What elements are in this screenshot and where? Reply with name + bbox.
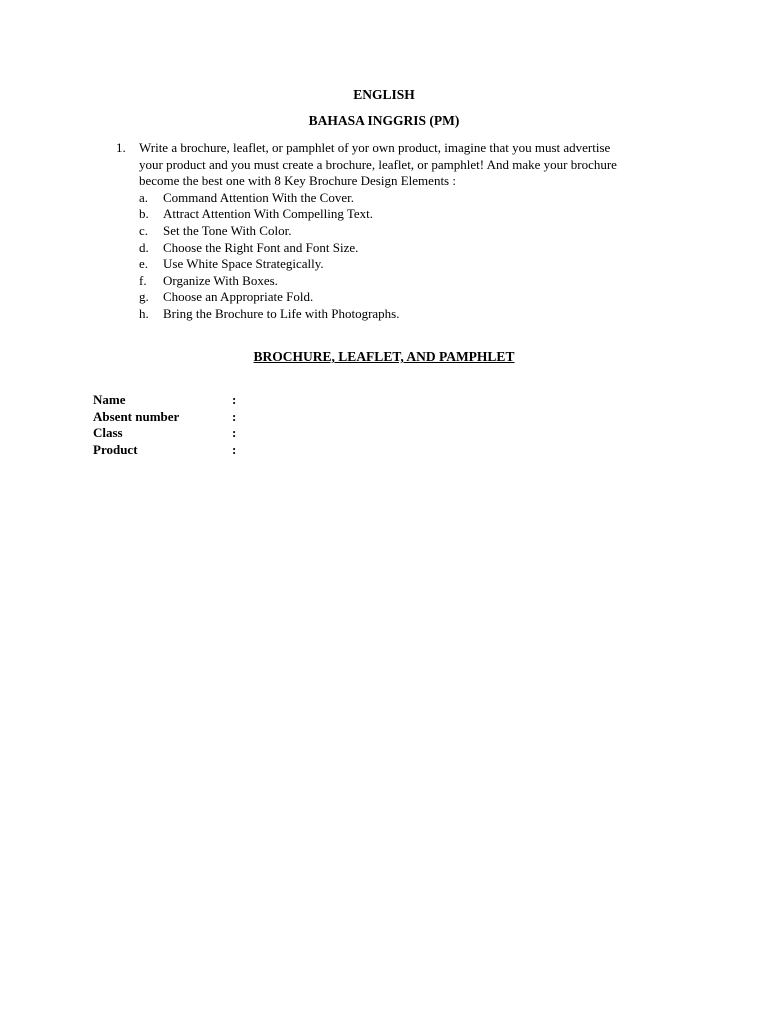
- design-elements-list: [139, 190, 676, 323]
- form-row-absent-number: [93, 409, 242, 426]
- list-item: [139, 306, 676, 323]
- list-item-text: Attract Attention With Compelling Text.: [163, 206, 374, 222]
- list-item-text: Choose the Right Font and Font Size.: [163, 239, 359, 255]
- form-row-product: [93, 442, 242, 459]
- list-item-letter: f.: [139, 272, 147, 288]
- form-row-name: [93, 392, 242, 409]
- list-item-text: Choose an Appropriate Fold.: [163, 289, 314, 305]
- list-item-letter: c.: [139, 222, 149, 238]
- form-separator: :: [232, 425, 237, 441]
- form-separator: :: [232, 392, 237, 407]
- form-label: Class: [93, 425, 123, 441]
- course-title: BAHASA INGGRIS (PM): [308, 113, 460, 128]
- question-line: your product and you must create a brochure, leaflet, or pamphlet! And make your brochure: [139, 156, 617, 172]
- instructions-block: [116, 140, 676, 323]
- form-separator: :: [232, 408, 237, 424]
- list-item-letter: h.: [139, 305, 149, 321]
- list-item-letter: e.: [139, 256, 149, 272]
- list-item: [139, 240, 676, 257]
- form-label: Product: [93, 441, 138, 457]
- list-item-text: Bring the Brochure to Life with Photographs.: [163, 305, 400, 321]
- form-separator: :: [232, 441, 237, 457]
- question-line: become the best one with 8 Key Brochure Design Elements :: [139, 173, 456, 189]
- list-item-text: Command Attention With the Cover.: [163, 189, 354, 205]
- section-title: BROCHURE, LEAFLET, AND PAMPHLET: [253, 349, 515, 364]
- form-label: Absent number: [93, 408, 180, 424]
- subject-title: ENGLISH: [353, 87, 415, 102]
- list-item-letter: b.: [139, 206, 149, 222]
- question-line: Write a brochure, leaflet, or pamphlet of yor own product, imagine that you must advertise: [139, 140, 611, 155]
- list-item-text: Organize With Boxes.: [163, 272, 278, 288]
- form-row-class: [93, 425, 242, 442]
- question-number: 1.: [116, 140, 126, 155]
- student-info-form: [93, 392, 242, 458]
- list-item-letter: g.: [139, 289, 149, 305]
- list-item: [139, 206, 676, 223]
- list-item: [139, 223, 676, 240]
- list-item: [139, 190, 676, 207]
- list-item: [139, 273, 676, 290]
- list-item-letter: a.: [139, 189, 149, 205]
- form-label: Name: [93, 392, 126, 407]
- list-item-letter: d.: [139, 239, 149, 255]
- list-item: [139, 289, 676, 306]
- list-item: [139, 256, 676, 273]
- question-text: [139, 140, 676, 190]
- question-1: [116, 140, 676, 190]
- list-item-text: Set the Tone With Color.: [163, 222, 292, 238]
- list-item-text: Use White Space Strategically.: [163, 256, 324, 272]
